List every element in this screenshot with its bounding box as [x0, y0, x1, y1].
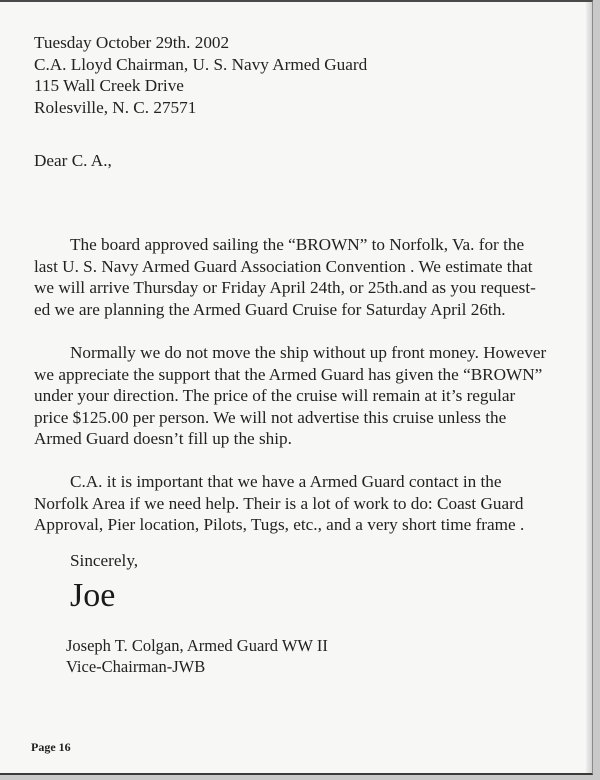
paragraph-3 — [34, 471, 574, 536]
page-number: Page 16 — [31, 740, 71, 754]
signer-title: Vice-Chairman-JWB — [66, 657, 206, 676]
signer-name: Joseph T. Colgan, Armed Guard WW II — [66, 636, 328, 655]
paragraph-line: Norfolk Area if we need help. Their is a lot of work to do: Coast Guard — [34, 493, 524, 513]
letter-header — [34, 32, 367, 118]
recipient-name-line: C.A. Lloyd Chairman, U. S. Navy Armed Guard — [34, 54, 368, 74]
paragraph-2 — [34, 342, 574, 450]
signature: Joe — [70, 577, 116, 614]
paragraph-line: Armed Guard doesn’t fill up the ship. — [34, 429, 292, 448]
salutation: Dear C. A., — [34, 151, 112, 170]
signer-block — [66, 635, 328, 677]
paragraph-1 — [34, 234, 574, 320]
paragraph-line: price $125.00 per person. We will not advertise this cruise unless the — [34, 407, 507, 427]
recipient-street-line: 115 Wall Creek Drive — [34, 76, 184, 95]
paragraph-line: we will arrive Thursday or Friday April 24th, or 25th.and as you request- — [34, 278, 536, 297]
paragraph-line: we appreciate the support that the Armed Guard has given the “BROWN” — [34, 364, 543, 384]
paragraph-line: ed we are planning the Armed Guard Cruise for Saturday April 26th. — [34, 299, 506, 319]
paragraph-line: The board approved sailing the “BROWN” to Norfolk, Va. for the — [70, 235, 525, 254]
closing: Sincerely, — [70, 551, 139, 570]
recipient-city-line: Rolesville, N. C. 27571 — [34, 97, 197, 117]
paragraph-line: last U. S. Navy Armed Guard Association Convention . We estimate that — [34, 256, 533, 276]
paragraph-line: under your direction. The price of the cruise will remain at it’s regular — [34, 386, 516, 405]
paragraph-line: Normally we do not move the ship without up front money. However — [70, 343, 547, 362]
letter-date: Tuesday October 29th. 2002 — [34, 33, 230, 52]
paragraph-line: C.A. it is important that we have a Armed Guard contact in the — [70, 472, 502, 491]
paragraph-line: Approval, Pier location, Pilots, Tugs, etc., and a very short time frame . — [34, 515, 525, 534]
